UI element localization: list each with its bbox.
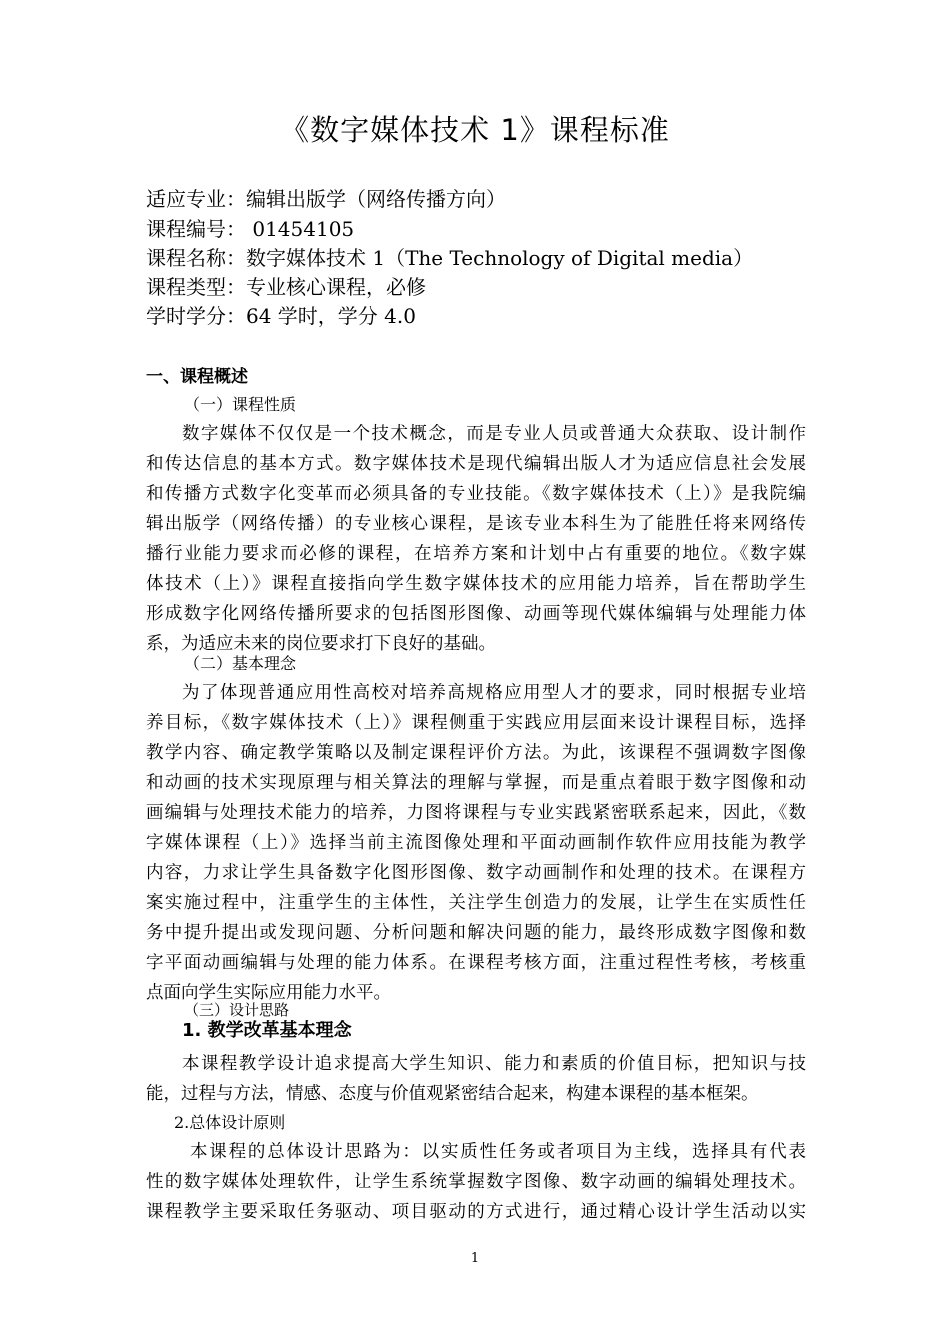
meta-code	[146, 215, 826, 243]
section-heading: 一、课程概述	[146, 367, 248, 387]
paragraph-reform	[146, 1049, 806, 1109]
paragraph-line: 内容，力求让学生具备数字化图形图像、数字动画制作和处理的技术。在课程方	[146, 863, 806, 883]
meta-code-value: 01454105	[252, 217, 355, 241]
subsection-heading-design: （三）设计思路	[184, 1001, 290, 1019]
paragraph-line: 点面向学生实际应用能力水平。	[146, 983, 391, 1003]
meta-code-label: 课程编号：	[146, 217, 246, 241]
paragraph-line: 能，过程与方法，情感、态度与价值观紧密结合起来，构建本课程的基本框架。	[146, 1084, 759, 1104]
document-title: 《数字媒体技术 1》课程标准	[280, 113, 670, 147]
paragraph-concept	[146, 678, 806, 1008]
paragraph-line: 和动画的技术实现原理与相关算法的理解与掌握，而是重点着眼于数字图像和动	[146, 773, 806, 793]
paragraph-line: 教学内容、确定教学策略以及制定课程评价方法。为此，该课程不强调数字图像	[146, 743, 806, 763]
paragraph-nature	[146, 419, 806, 659]
paragraph-line: 系，为适应未来的岗位要求打下良好的基础。	[146, 634, 496, 654]
paragraph-line: 和传播方式数字化变革而必须具备的专业技能。《数字媒体技术（上）》是我院编	[146, 484, 806, 504]
paragraph-line: 体技术（上）》课程直接指向学生数字媒体技术的应用能力培养，旨在帮助学生	[146, 574, 806, 594]
meta-major-value: 编辑出版学（网络传播方向）	[246, 187, 506, 211]
meta-hours-value: 64 学时，学分 4.0	[246, 304, 416, 328]
paragraph-line: 字平面动画编辑与处理的能力体系。在课程考核方面，注重过程性考核，考核重	[146, 953, 806, 973]
paragraph-line: 养目标，《数字媒体技术（上）》课程侧重于实践应用层面来设计课程目标，选择	[146, 713, 806, 733]
paragraph-line: 字媒体课程（上）》选择当前主流图像处理和平面动画制作软件应用技能为教学	[146, 833, 806, 853]
paragraph-line: 案实施过程中，注重学生的主体性，关注学生创造力的发展，让学生在实质性任	[146, 893, 806, 913]
paragraph-principle	[146, 1137, 806, 1227]
meta-hours	[146, 302, 826, 330]
meta-major	[146, 185, 826, 213]
meta-type-value: 专业核心课程，必修	[246, 275, 426, 299]
meta-hours-label: 学时学分：	[146, 304, 246, 328]
paragraph-line: 播行业能力要求而必修的课程，在培养方案和计划中占有重要的地位。《数字媒	[146, 544, 806, 564]
paragraph-line: 性的数字媒体处理软件，让学生系统掌握数字图像、数字动画的编辑处理技术。	[146, 1172, 806, 1192]
subsection-heading-concept: （二）基本理念	[184, 654, 297, 673]
paragraph-line: 和传达信息的基本方式。数字媒体技术是现代编辑出版人才为适应信息社会发展	[146, 454, 806, 474]
paragraph-line: 形成数字化网络传播所要求的包括图形图像、动画等现代媒体编辑与处理能力体	[146, 604, 806, 624]
paragraph-line: 本课程的总体设计思路为：以实质性任务或者项目为主线，选择具有代表	[190, 1142, 806, 1162]
paragraph-line: 课程教学主要采取任务驱动、项目驱动的方式进行，通过精心设计学生活动以实	[146, 1202, 806, 1222]
paragraph-line: 数字媒体不仅仅是一个技术概念，而是专业人员或普通大众获取、设计制作	[182, 424, 806, 444]
paragraph-line: 辑出版学（网络传播）的专业核心课程，是该专业本科生为了能胜任将来网络传	[146, 514, 806, 534]
meta-name	[146, 244, 826, 272]
meta-type-label: 课程类型：	[146, 275, 246, 299]
paragraph-line: 画编辑与处理技术能力的培养，力图将课程与专业实践紧密联系起来，因此，《数	[146, 803, 806, 823]
reform-heading: 1. 教学改革基本理念	[182, 1020, 352, 1041]
meta-name-label: 课程名称：	[146, 246, 246, 270]
meta-name-value: 数字媒体技术 1（The Technology of Digital media）	[246, 246, 754, 270]
meta-major-label: 适应专业：	[146, 187, 246, 211]
principle-heading: 2.总体设计原则	[174, 1113, 286, 1132]
meta-type	[146, 273, 826, 301]
subsection-heading-nature: （一）课程性质	[184, 395, 297, 414]
paragraph-line: 本课程教学设计追求提高大学生知识、能力和素质的价值目标，把知识与技	[182, 1054, 806, 1074]
paragraph-line: 务中提升提出或发现问题、分析问题和解决问题的能力，最终形成数字图像和数	[146, 923, 806, 943]
paragraph-line: 为了体现普通应用性高校对培养高规格应用型人才的要求，同时根据专业培	[182, 683, 806, 703]
page-number: 1	[470, 1251, 480, 1266]
